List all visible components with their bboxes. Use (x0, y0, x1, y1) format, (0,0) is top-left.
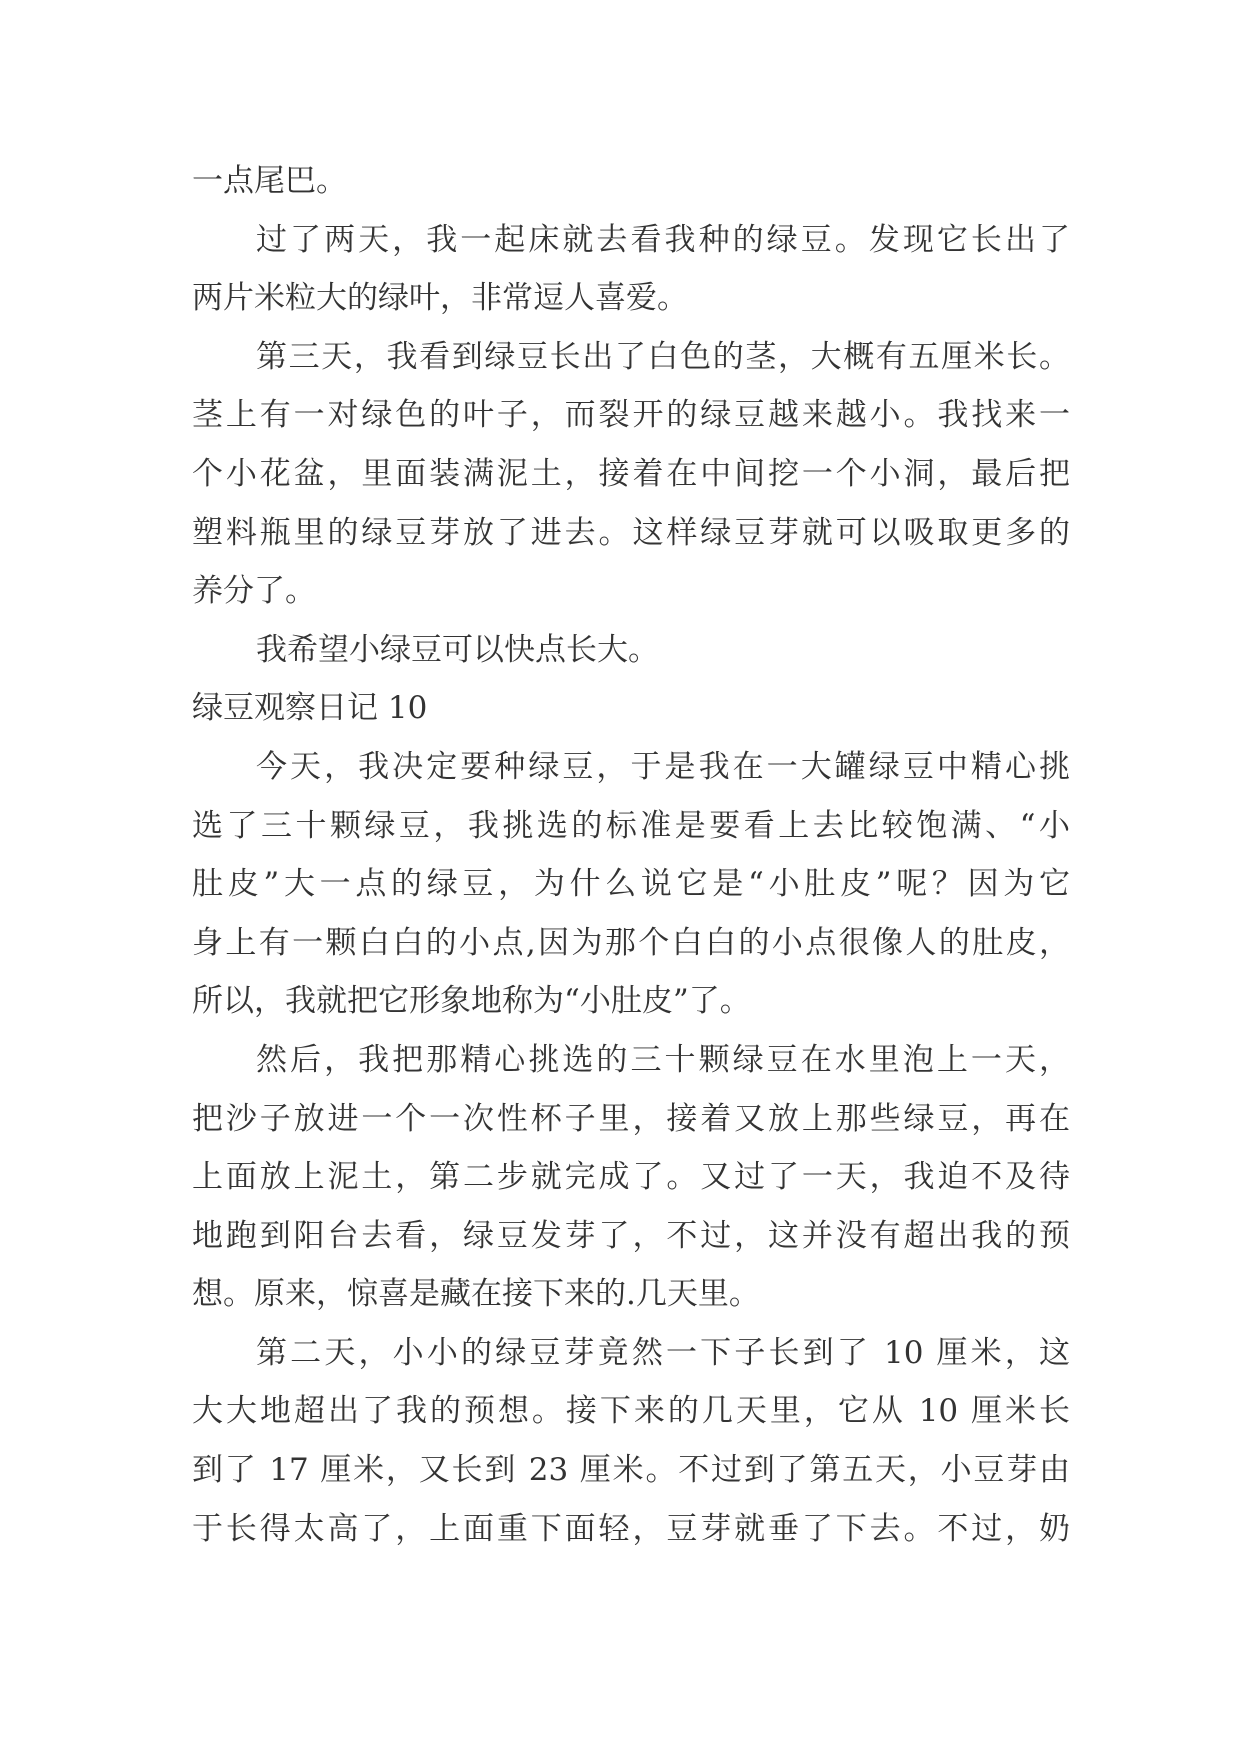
body-line: 地跑到阳台去看，绿豆发芽了，不过，这并没有超出我的预 (192, 1217, 1070, 1254)
body-line: 身上有一颗白白的小点,因为那个白白的小点很像人的肚皮， (192, 924, 1070, 961)
body-line: 于长得太高了，上面重下面轻，豆芽就垂了下去。不过，奶 (192, 1510, 1070, 1547)
body-line: 大大地超出了我的预想。接下来的几天里，它从 10 厘米长 (192, 1393, 1070, 1430)
body-line: 上面放上泥土，第二步就完成了。又过了一天，我迫不及待 (192, 1159, 1070, 1196)
body-line: 个小花盆，里面装满泥土，接着在中间挖一个小洞，最后把 (192, 455, 1070, 492)
body-line: 选了三十颗绿豆，我挑选的标准是要看上去比较饱满、“小 (192, 807, 1070, 844)
body-line: 茎上有一对绿色的叶子，而裂开的绿豆越来越小。我找来一 (192, 397, 1070, 434)
body-line: 到了 17 厘米，又长到 23 厘米。不过到了第五天，小豆芽由 (192, 1452, 1070, 1489)
section-heading: 绿豆观察日记 10 (192, 690, 428, 727)
body-line: 养分了。 (192, 573, 316, 610)
body-line: 两片米粒大的绿叶，非常逗人喜爱。 (192, 280, 688, 317)
body-line: 想。原来，惊喜是藏在接下来的.几天里。 (192, 1276, 760, 1313)
body-line: 塑料瓶里的绿豆芽放了进去。这样绿豆芽就可以吸取更多的 (192, 514, 1070, 551)
body-line: 第三天，我看到绿豆长出了白色的茎，大概有五厘米长。 (256, 338, 1070, 375)
body-line: 一点尾巴。 (192, 163, 347, 199)
body-line: 然后，我把那精心挑选的三十颗绿豆在水里泡上一天， (256, 1041, 1070, 1078)
body-line: 今天，我决定要种绿豆，于是我在一大罐绿豆中精心挑 (256, 748, 1070, 785)
body-line: 第二天，小小的绿豆芽竟然一下子长到了 10 厘米，这 (256, 1334, 1070, 1371)
body-line: 肚皮”大一点的绿豆，为什么说它是“小肚皮”呢？因为它 (192, 866, 1070, 903)
body-line: 把沙子放进一个一次性杯子里，接着又放上那些绿豆，再在 (192, 1100, 1070, 1137)
document-body (192, 152, 1070, 1558)
body-line: 过了两天，我一起床就去看我种的绿豆。发现它长出了 (256, 221, 1070, 258)
body-line: 我希望小绿豆可以快点长大。 (256, 631, 659, 668)
body-line: 所以，我就把它形象地称为“小肚皮”了。 (192, 983, 751, 1020)
